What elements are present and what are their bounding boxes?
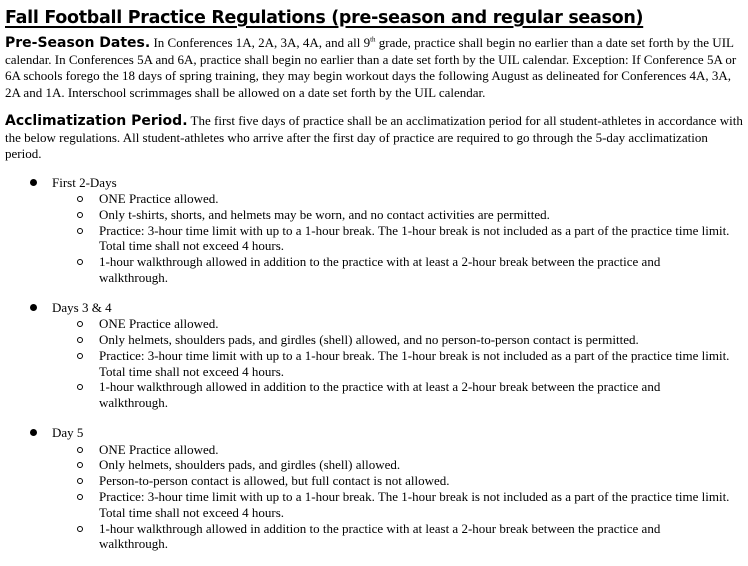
list-item bbox=[5, 489, 745, 521]
regulation-section bbox=[5, 175, 745, 286]
preseason-text-b: grade, practice shall begin no earlier than a date set forth by the UIL calendar. In Conferences 5A and 6A, practice shall begin no earlier than a date set forth by the UIL calendar. Exception: If Conference 5A or 6A schools forego the 18 days of spring training, they may begin workout days the following August as delineated for Conferences 4A, 3A, 2A and 1A. Interschool scrimmages shall be allowed on a date set forth by the UIL calendar. bbox=[5, 35, 737, 100]
list-item-text: Practice: 3-hour time limit with up to a 1-hour break. The 1-hour break is not included as a part of the practice time limit. Total time shall not exceed 4 hours. bbox=[99, 488, 730, 520]
hollow-bullet-icon bbox=[77, 353, 83, 359]
list-item bbox=[5, 457, 745, 473]
preseason-text-a: In Conferences 1A, 2A, 3A, 4A, and all 9 bbox=[150, 35, 371, 50]
list-item-text: Practice: 3-hour time limit with up to a 1-hour break. The 1-hour break is not included as a part of the practice time limit. Total time shall not exceed 4 hours. bbox=[99, 222, 730, 254]
acclimatization-lead: Acclimatization Period. bbox=[5, 113, 188, 129]
regulation-section bbox=[5, 300, 745, 411]
section-heading-text: Days 3 & 4 bbox=[52, 299, 112, 315]
section-heading-text: Day 5 bbox=[52, 425, 84, 441]
hollow-bullet-icon bbox=[77, 526, 83, 532]
list-item-text: 1-hour walkthrough allowed in addition to the practice with at least a 2-hour break between the practice and walkthrough. bbox=[99, 520, 661, 552]
list-item bbox=[5, 332, 745, 348]
hollow-bullet-icon bbox=[77, 478, 83, 484]
section-heading bbox=[5, 300, 745, 317]
document-page bbox=[5, 6, 745, 566]
section-heading bbox=[5, 175, 745, 192]
preseason-superscript: th bbox=[370, 35, 376, 44]
bullet-icon bbox=[30, 429, 37, 436]
hollow-bullet-icon bbox=[77, 196, 83, 202]
list-item-text: 1-hour walkthrough allowed in addition to the practice with at least a 2-hour break between the practice and walkthrough. bbox=[99, 254, 661, 285]
hollow-bullet-icon bbox=[77, 212, 83, 218]
hollow-bullet-icon bbox=[77, 384, 83, 390]
bullet-icon bbox=[30, 179, 37, 186]
hollow-bullet-icon bbox=[77, 259, 83, 265]
list-item bbox=[5, 348, 745, 380]
bullet-icon bbox=[30, 304, 37, 311]
list-item-text: ONE Practice allowed. bbox=[99, 191, 219, 206]
list-item bbox=[5, 191, 745, 207]
list-item bbox=[5, 473, 745, 489]
list-item bbox=[5, 316, 745, 332]
list-item bbox=[5, 379, 745, 411]
list-item-text: Only helmets, shoulders pads, and girdles (shell) allowed, and no person-to-person contact is permitted. bbox=[99, 332, 639, 348]
list-item-text: 1-hour walkthrough allowed in addition to the practice with at least a 2-hour break between the practice and walkthrough. bbox=[99, 379, 661, 411]
list-item-text: Only helmets, shoulders pads, and girdles (shell) allowed. bbox=[99, 457, 401, 473]
hollow-bullet-icon bbox=[77, 447, 83, 453]
list-item bbox=[5, 207, 745, 223]
list-item-text: ONE Practice allowed. bbox=[99, 316, 219, 332]
hollow-bullet-icon bbox=[77, 494, 83, 500]
list-item-text: Person-to-person contact is allowed, but full contact is not allowed. bbox=[99, 473, 450, 489]
list-item bbox=[5, 254, 745, 286]
list-item-text: ONE Practice allowed. bbox=[99, 441, 219, 457]
list-item bbox=[5, 442, 745, 458]
preseason-paragraph bbox=[5, 35, 745, 101]
acclimatization-paragraph bbox=[5, 113, 745, 163]
page-title: Fall Football Practice Regulations (pre-season and regular season) bbox=[5, 8, 644, 28]
section-heading bbox=[5, 425, 745, 442]
hollow-bullet-icon bbox=[77, 228, 83, 234]
list-item bbox=[5, 223, 745, 255]
preseason-lead: Pre-Season Dates. bbox=[5, 35, 151, 51]
list-item bbox=[5, 521, 745, 553]
list-item-text: Practice: 3-hour time limit with up to a 1-hour break. The 1-hour break is not included as a part of the practice time limit. Total time shall not exceed 4 hours. bbox=[99, 347, 730, 379]
acclimatization-text: The first five days of practice shall be an acclimatization period for all student-athletes in accordance with the below regulations. All student-athletes who arrive after the first day of practice are required to go through the 5-day acclimatization period. bbox=[5, 113, 743, 161]
section-heading-text: First 2-Days bbox=[52, 174, 117, 190]
list-item-text: Only t-shirts, shorts, and helmets may be worn, and no contact activities are permitted. bbox=[99, 206, 550, 222]
hollow-bullet-icon bbox=[77, 462, 83, 468]
regulation-section bbox=[5, 425, 745, 552]
hollow-bullet-icon bbox=[77, 321, 83, 327]
hollow-bullet-icon bbox=[77, 337, 83, 343]
regulation-sections bbox=[5, 175, 745, 553]
